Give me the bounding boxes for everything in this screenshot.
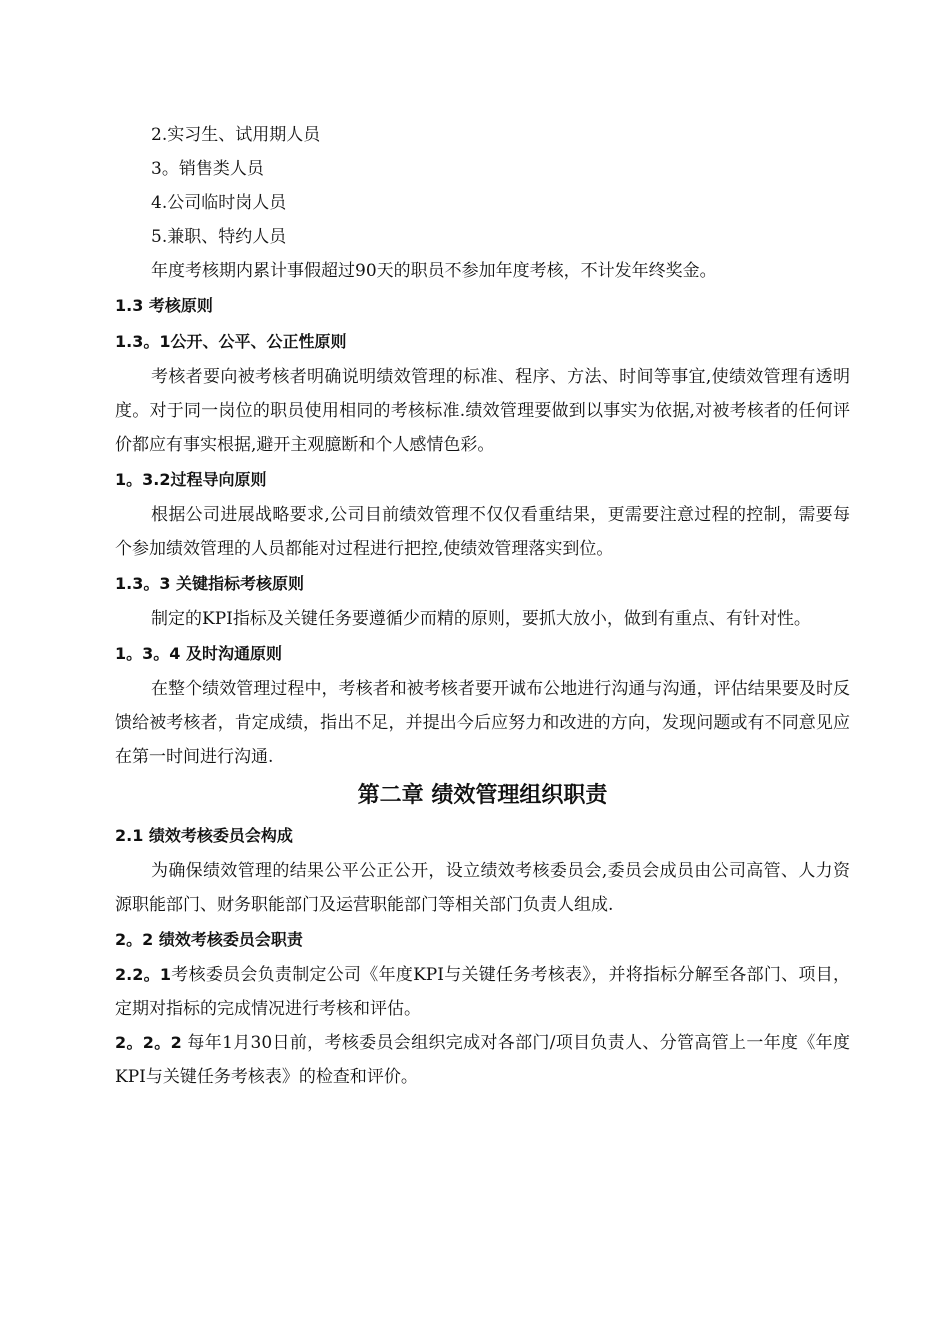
item-2-2-1-text: 考核委员会负责制定公司《年度KPI与关键任务考核表》，并将指标分解至各部门、项目，定期对指标的完成情况进行考核和评估。 (115, 965, 850, 1019)
heading-1-3: 1.3 考核原则 (115, 296, 213, 315)
heading-1-3-2: 1。3.2过程导向原则 (115, 470, 267, 489)
item-2-2-1 (115, 958, 850, 1026)
chapter-title: 第二章 绩效管理组织职责 (357, 783, 608, 808)
heading-1-3-4: 1。3。4 及时沟通原则 (115, 644, 282, 663)
heading-1-3-1: 1.3。1公开、公平、公正性原则 (115, 332, 347, 351)
heading-1-3-3: 1.3。3 关键指标考核原则 (115, 574, 305, 593)
document-body (115, 118, 850, 1094)
leave-rule-paragraph: 年度考核期内累计事假超过90天的职员不参加年度考核，不计发年终奖金。 (151, 261, 717, 281)
paragraph-1-3-3: 制定的KPI指标及关键任务要遵循少而精的原则，要抓大放小，做到有重点、有针对性。 (151, 609, 811, 629)
item-2-2-2-number: 2。2。2 (115, 1033, 182, 1052)
paragraph-1-3-1: 考核者要向被考核者明确说明绩效管理的标准、程序、方法、时间等事宜,使绩效管理有透明度。对于同一岗位的职员使用相同的考核标准.绩效管理要做到以事实为依据,对被考核者的任何评价都应有事实根据,避开主观臆断和个人感情色彩。 (115, 367, 850, 455)
paragraph-2-1: 为确保绩效管理的结果公平公正公开，设立绩效考核委员会,委员会成员由公司高管、人力资源职能部门、财务职能部门及运营职能部门等相关部门负责人组成. (115, 861, 850, 915)
heading-2-2: 2。2 绩效考核委员会职责 (115, 930, 303, 949)
paragraph-1-3-2: 根据公司进展战略要求,公司目前绩效管理不仅仅看重结果，更需要注意过程的控制，需要每个参加绩效管理的人员都能对过程进行把控,使绩效管理落实到位。 (115, 505, 850, 559)
paragraph-1-3-4: 在整个绩效管理过程中，考核者和被考核者要开诚布公地进行沟通与沟通，评估结果要及时反馈给被考核者，肯定成绩，指出不足，并提出今后应努力和改进的方向，发现问题或有不同意见应在第一时间进行沟通. (115, 679, 850, 767)
list-item-temporary: 4.公司临时岗人员 (151, 193, 287, 213)
item-2-2-1-number: 2.2。1 (115, 965, 172, 984)
heading-2-1: 2.1 绩效考核委员会构成 (115, 826, 293, 845)
item-2-2-2 (115, 1026, 850, 1094)
item-2-2-2-text: 每年1月30日前，考核委员会组织完成对各部门/项目负责人、分管高管上一年度《年度KPI与关键任务考核表》的检查和评价。 (115, 1033, 850, 1087)
list-item-interns: 2.实习生、试用期人员 (151, 125, 321, 145)
list-item-part-time: 5.兼职、特约人员 (151, 227, 287, 247)
list-item-sales: 3。销售类人员 (151, 159, 264, 179)
